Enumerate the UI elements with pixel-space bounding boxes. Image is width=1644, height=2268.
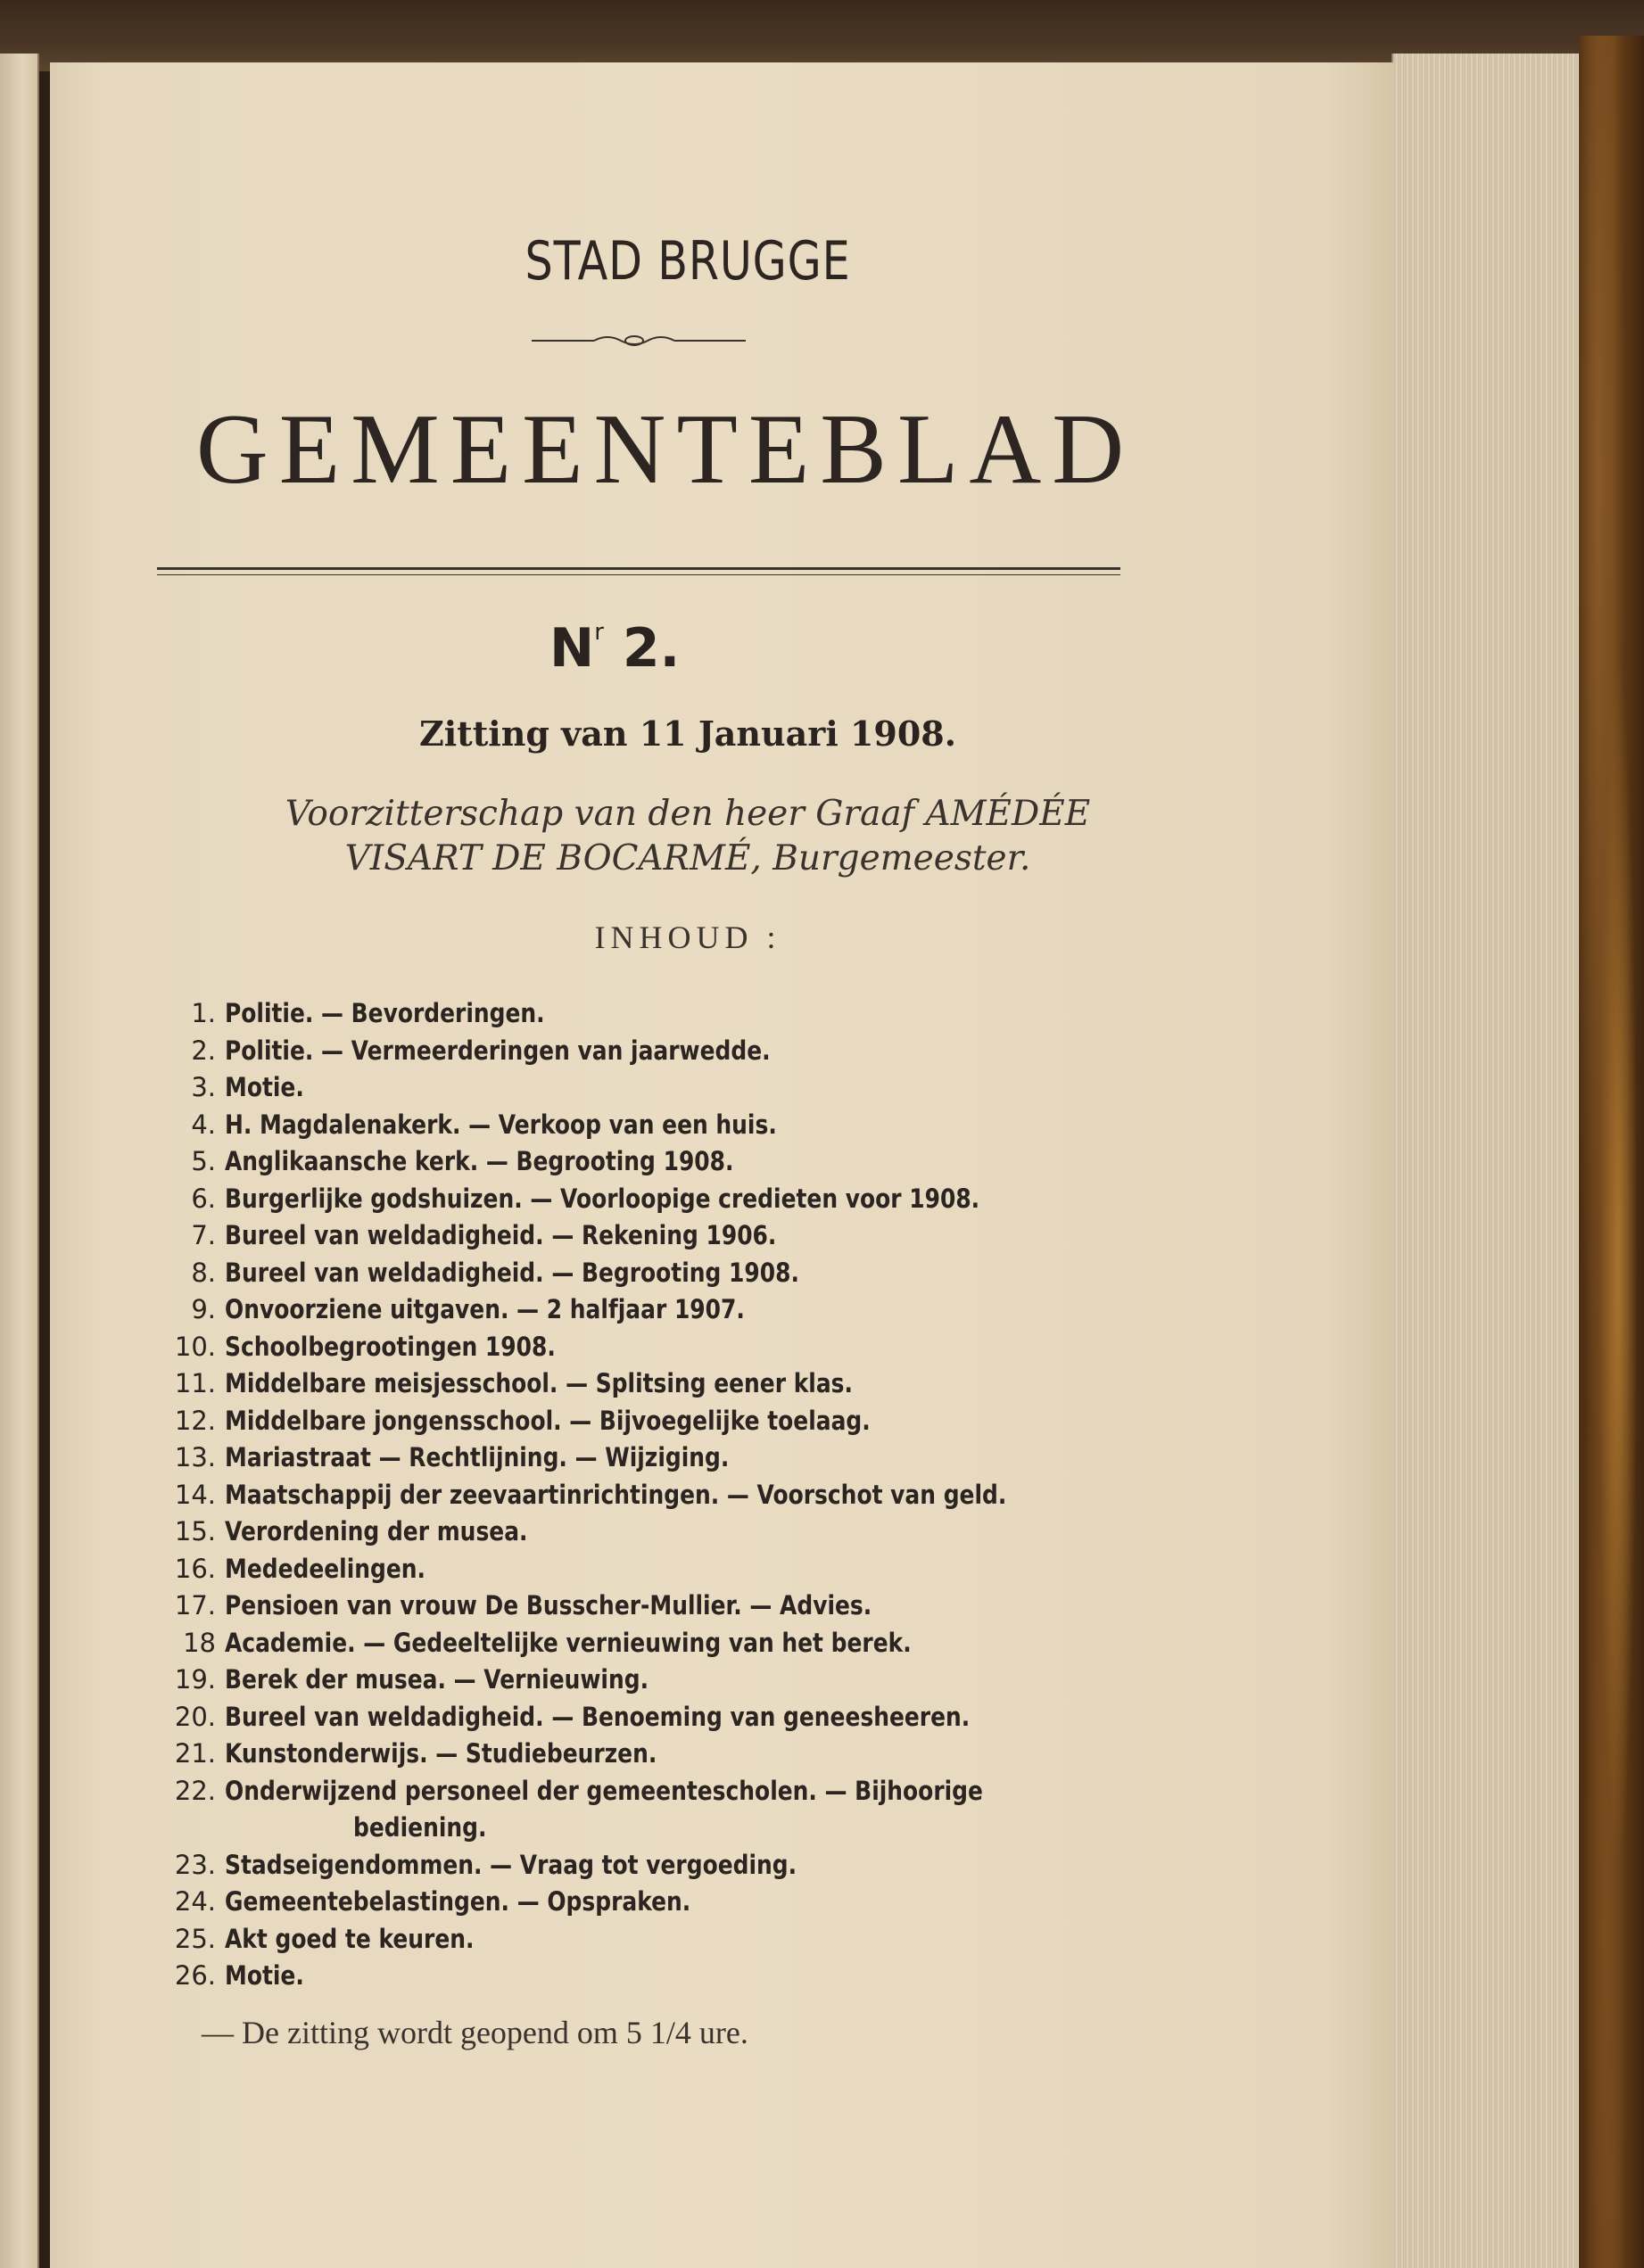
- toc-item-number: 7.: [191, 1220, 216, 1250]
- toc-item: [148, 1662, 1219, 1699]
- toc-item: [148, 1551, 1219, 1588]
- toc-item-number: 11.: [174, 1368, 216, 1398]
- toc-item: [148, 1181, 1219, 1218]
- issue-prefix: N: [549, 617, 595, 680]
- toc-item: [148, 1033, 1219, 1070]
- rule-divider: [157, 567, 1120, 570]
- toc-item-number: 21.: [174, 1738, 216, 1769]
- toc-item-number: 9.: [191, 1294, 216, 1324]
- toc-item: [148, 1365, 1219, 1403]
- toc-item: [148, 1921, 1219, 1959]
- toc-item-text: Politie. — Vermeerderingen van jaarwedde.: [225, 1035, 771, 1066]
- toc-item-number: 10.: [174, 1331, 216, 1362]
- toc-item: [148, 1513, 1219, 1551]
- toc-item: [148, 1736, 1219, 1773]
- toc-item: [148, 1958, 1219, 1995]
- toc-item: [148, 1477, 1219, 1514]
- toc-item-text: Onderwijzend personeel der gemeentescholen. — Bijhoorige: [225, 1775, 983, 1806]
- toc-item-text: Berek der musea. — Vernieuwing.: [225, 1664, 649, 1695]
- toc-item-text: Bureel van weldadigheid. — Begrooting 1908.: [225, 1257, 799, 1288]
- toc-item-text: Motie.: [225, 1072, 304, 1102]
- toc-item-number: 5.: [191, 1146, 216, 1176]
- toc-item-number: 24.: [174, 1886, 216, 1917]
- toc-item-text: Bureel van weldadigheid. — Rekening 1906.: [225, 1220, 777, 1250]
- book-cover: [1579, 36, 1644, 2268]
- chair-line-1: Voorzitterschap van den heer Graaf AMÉDÉE: [285, 794, 1091, 834]
- toc-item-text: Politie. — Bevorderingen.: [225, 998, 545, 1028]
- table-of-contents: [148, 995, 1219, 1995]
- issue-superscript: r: [594, 619, 604, 646]
- masthead-title: GEMEENTEBLAD: [195, 394, 1136, 505]
- toc-item-text: Akt goed te keuren.: [225, 1923, 475, 1954]
- toc-item: [148, 1773, 1219, 1810]
- toc-item-text: Gemeentebelastingen. — Opspraken.: [225, 1886, 691, 1917]
- document-page: [50, 62, 1393, 2268]
- toc-item: [148, 1588, 1219, 1625]
- toc-item-number: 12.: [174, 1405, 216, 1436]
- toc-item-number: 2.: [191, 1035, 216, 1066]
- toc-item-text: Middelbare meisjesschool. — Splitsing eener klas.: [225, 1368, 853, 1398]
- toc-item-number: 3.: [191, 1072, 216, 1102]
- toc-item-text: Bureel van weldadigheid. — Benoeming van geneesheeren.: [225, 1701, 971, 1732]
- toc-item-text: Motie.: [225, 1960, 304, 1991]
- toc-item: [148, 1069, 1219, 1107]
- toc-item-text: Verordening der musea.: [225, 1516, 528, 1546]
- toc-item-number: 15.: [174, 1516, 216, 1546]
- toc-item-number: 16.: [174, 1553, 216, 1584]
- session-date: Zitting van 11 Januari 1908.: [419, 713, 956, 754]
- toc-item-text: Schoolbegrootingen 1908.: [225, 1331, 556, 1362]
- toc-item: [148, 1884, 1219, 1921]
- issue-number: [549, 617, 680, 680]
- toc-item-number: 23.: [174, 1849, 216, 1880]
- toc-item-text: Pensioen van vrouw De Busscher-Mullier. — Advies.: [225, 1590, 872, 1621]
- toc-item: [148, 1217, 1219, 1255]
- closing-line: — De zitting wordt geopend om 5 1/4 ure.: [202, 2015, 748, 2050]
- toc-item-number: 17.: [174, 1590, 216, 1621]
- toc-item-number: 13.: [174, 1442, 216, 1472]
- toc-item: [148, 1107, 1219, 1144]
- toc-item-text: Burgerlijke godshuizen. — Voorloopige credieten voor 1908.: [225, 1183, 980, 1214]
- toc-item-number: 8.: [191, 1257, 216, 1288]
- toc-item-text: Stadseigendommen. — Vraag tot vergoeding.: [225, 1849, 797, 1880]
- toc-item: [148, 1291, 1219, 1329]
- toc-item-text: Kunstonderwijs. — Studiebeurzen.: [225, 1738, 657, 1769]
- toc-item-text: Onvoorziene uitgaven. — 2 halfjaar 1907.: [225, 1294, 745, 1324]
- toc-item: [148, 1847, 1219, 1885]
- toc-item-number: 22.: [174, 1775, 216, 1806]
- toc-item-text: Mariastraat — Rechtlijning. — Wijziging.: [225, 1442, 730, 1472]
- toc-item-text: Maatschappij der zeevaartinrichtingen. — Voorschot van geld.: [225, 1479, 1007, 1510]
- toc-item-text: H. Magdalenakerk. — Verkoop van een huis.: [225, 1109, 777, 1140]
- chair-statement: [139, 792, 1236, 881]
- rule-divider-thin: [157, 574, 1120, 575]
- toc-item: [148, 1625, 1219, 1662]
- toc-item: [148, 1699, 1219, 1736]
- toc-item: [148, 1403, 1219, 1440]
- toc-item-number: 18: [183, 1627, 216, 1658]
- toc-item: [148, 1255, 1219, 1292]
- left-page-edge: [0, 54, 39, 2268]
- issue-value: 2.: [622, 617, 681, 680]
- toc-item: [148, 1439, 1219, 1477]
- toc-item: [148, 1143, 1219, 1181]
- toc-item-text: Anglikaansche kerk. — Begrooting 1908.: [225, 1146, 734, 1176]
- ornament-divider: [532, 330, 746, 351]
- page-block-edges: [1392, 54, 1581, 2268]
- toc-item-number: 19.: [174, 1664, 216, 1695]
- city-header: STAD BRUGGE: [525, 230, 851, 293]
- toc-item-number: 6.: [191, 1183, 216, 1214]
- toc-item-number: 1.: [191, 998, 216, 1028]
- chair-line-2: VISART DE BOCARMÉ, Burgemeester.: [344, 838, 1031, 878]
- toc-item-continuation-text: bediening.: [353, 1812, 487, 1843]
- toc-item-number: 14.: [174, 1479, 216, 1510]
- toc-item-number: 25.: [174, 1923, 216, 1954]
- toc-item: [148, 1329, 1219, 1366]
- toc-item: [148, 995, 1219, 1033]
- toc-item-text: Middelbare jongensschool. — Bijvoegelijke toelaag.: [225, 1405, 871, 1436]
- toc-item-text: Academie. — Gedeeltelijke vernieuwing van het berek.: [225, 1627, 912, 1658]
- toc-item-number: 20.: [174, 1701, 216, 1732]
- toc-item-number: 26.: [174, 1960, 216, 1991]
- toc-item-number: 4.: [191, 1109, 216, 1140]
- toc-item-continuation: [148, 1810, 1219, 1847]
- toc-item-text: Mededeelingen.: [225, 1553, 426, 1584]
- contents-heading: INHOUD :: [594, 920, 781, 955]
